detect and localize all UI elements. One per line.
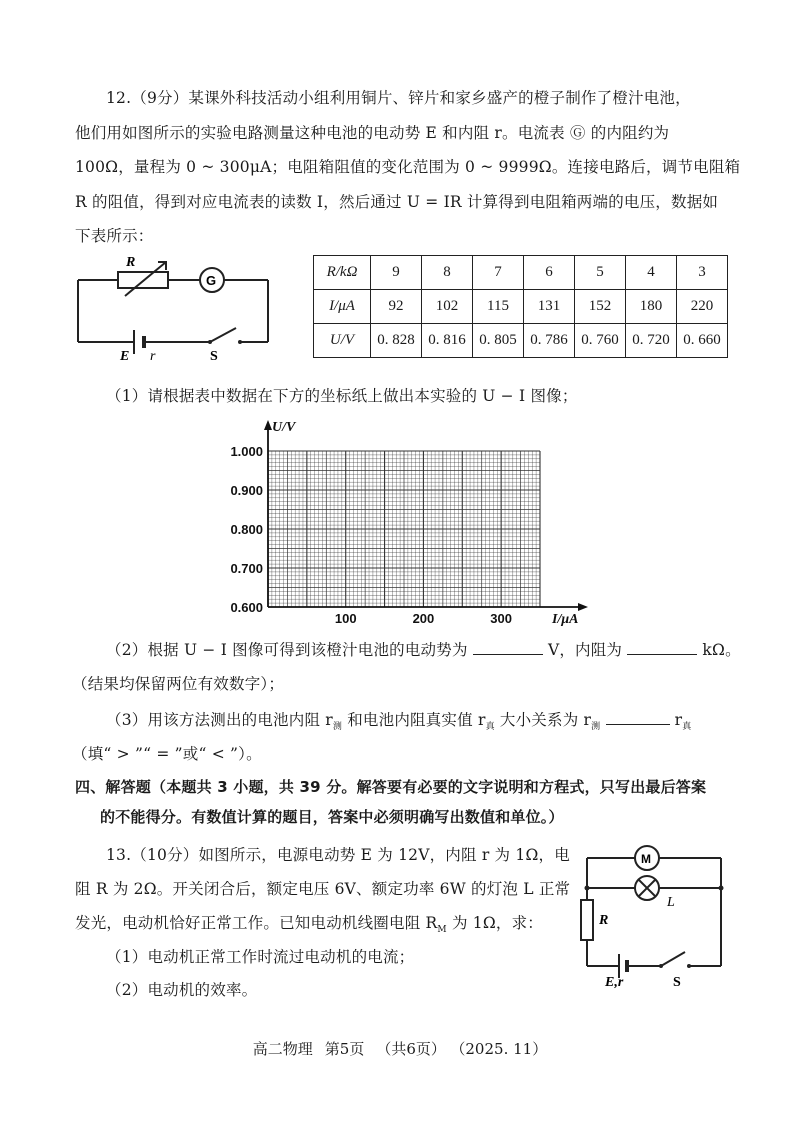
footer-total: （共6页） bbox=[376, 1040, 446, 1058]
table-cell: 0. 660 bbox=[677, 324, 728, 358]
footer-page: 第5页 bbox=[324, 1040, 365, 1058]
page-footer bbox=[0, 1038, 800, 1059]
q12-sub2 bbox=[106, 638, 741, 660]
q12-line-2: 他们用如图所示的实验电路测量这种电池的电动势 E 和内阻 r。电流表 Ⓖ 的内阻约为 bbox=[75, 124, 670, 142]
q12-sub2-text-c: kΩ。 bbox=[702, 641, 741, 659]
section4-heading-line1: 四、解答题（本题共 3 小题，共 39 分。解答要有必要的文字说明和方程式，只写出最后答案 bbox=[75, 778, 707, 796]
q12-data-table bbox=[313, 255, 728, 358]
q13-circuit-label-r: R bbox=[599, 913, 609, 928]
q13-line-3 bbox=[75, 911, 543, 935]
section4-heading-line2: 的不能得分。有数值计算的题目，答案中必须明确写出数值和单位。） bbox=[100, 808, 564, 826]
q12-sub3-text-b: 和电池内阻真实值 r bbox=[342, 711, 486, 729]
footer-subject: 高二物理 bbox=[252, 1040, 313, 1058]
y-tick-label: 1.000 bbox=[230, 444, 263, 459]
y-axis-arrow bbox=[264, 420, 272, 430]
table-cell: 9 bbox=[371, 256, 422, 290]
q13-circuit-label-er: E,r bbox=[605, 975, 624, 990]
table-row bbox=[314, 256, 728, 290]
emf-answer-blank[interactable] bbox=[473, 640, 543, 655]
q13-line-2: 阻 R 为 2Ω。开关闭合后，额定电压 6V、额定功率 6W 的灯泡 L 正常 bbox=[75, 880, 571, 898]
q13-line-3-text: 发光，电动机恰好正常工作。已知电动机线圈电阻 R bbox=[75, 914, 438, 932]
table-row-label: I/μA bbox=[314, 290, 371, 324]
table-cell: 180 bbox=[626, 290, 677, 324]
u-i-graph-paper bbox=[200, 415, 600, 630]
q12-line-1: 12.（9分）某课外科技活动小组利用铜片、锌片和家乡盛产的橙子制作了橙汁电池， bbox=[106, 89, 691, 107]
table-cell: 152 bbox=[575, 290, 626, 324]
q12-sub3 bbox=[106, 708, 691, 732]
table-cell: 115 bbox=[473, 290, 524, 324]
x-tick-label: 100 bbox=[334, 611, 357, 626]
y-tick-label: 0.900 bbox=[230, 483, 263, 498]
table-cell: 92 bbox=[371, 290, 422, 324]
q12-circuit-label-r: R bbox=[126, 255, 136, 270]
table-cell: 0. 828 bbox=[371, 324, 422, 358]
footer-date: （2025. 11） bbox=[457, 1040, 548, 1058]
q12-sub1: （1）请根据表中数据在下方的坐标纸上做出本实验的 U − I 图像； bbox=[106, 387, 578, 405]
table-cell: 6 bbox=[524, 256, 575, 290]
y-tick-label: 0.600 bbox=[230, 600, 263, 615]
comparison-answer-blank[interactable] bbox=[606, 710, 670, 725]
q12-circuit-diagram bbox=[70, 250, 280, 365]
q13-sub2: （2）电动机的效率。 bbox=[106, 981, 258, 999]
q12-sub3-subscript-2: 真 bbox=[485, 722, 495, 733]
q12-line-5: 下表所示： bbox=[75, 227, 154, 245]
q12-sub3-text-d: r bbox=[674, 711, 683, 729]
table-cell: 7 bbox=[473, 256, 524, 290]
x-axis-arrow bbox=[578, 603, 588, 611]
resistance-answer-blank[interactable] bbox=[627, 640, 697, 655]
x-axis-label: I/μA bbox=[552, 612, 579, 627]
q12-line-4: R 的阻值，得到对应电流表的读数 I，然后通过 U = IR 计算得到电阻箱两端的电压，数据如 bbox=[75, 193, 719, 211]
q12-circuit-label-e: E bbox=[120, 349, 130, 364]
table-row bbox=[314, 324, 728, 358]
q12-sub3-text-c: 大小关系为 r bbox=[494, 711, 592, 729]
q12-sub3-note: （填“ > ”“ = ”或“ < ”）。 bbox=[72, 745, 262, 763]
table-row-label: U/V bbox=[314, 324, 371, 358]
q12-sub3-subscript-1: 测 bbox=[332, 722, 343, 733]
table-row bbox=[314, 290, 728, 324]
q12-circuit-label-s: S bbox=[210, 349, 218, 364]
q12-circuit-label-g: G bbox=[206, 273, 217, 288]
table-cell: 3 bbox=[677, 256, 728, 290]
table-cell: 102 bbox=[422, 290, 473, 324]
x-tick-label: 200 bbox=[412, 611, 435, 626]
q13-line-3-end: 为 1Ω，求： bbox=[446, 914, 543, 932]
q12-circuit-label-r-internal: r bbox=[150, 349, 156, 364]
table-cell: 220 bbox=[677, 290, 728, 324]
q12-sub3-subscript-4: 真 bbox=[682, 722, 692, 733]
q12-sub2-text-b: V，内阻为 bbox=[547, 641, 623, 659]
table-cell: 0. 786 bbox=[524, 324, 575, 358]
table-row-label: R/kΩ bbox=[314, 256, 371, 290]
table-cell: 0. 760 bbox=[575, 324, 626, 358]
q12-sub3-subscript-3: 测 bbox=[591, 722, 601, 733]
q13-circuit-diagram bbox=[575, 840, 735, 990]
q13-circuit-label-s: S bbox=[673, 975, 681, 990]
table-cell: 5 bbox=[575, 256, 626, 290]
table-cell: 0. 720 bbox=[626, 324, 677, 358]
table-cell: 8 bbox=[422, 256, 473, 290]
y-axis-label: U/V bbox=[272, 420, 296, 435]
q12-sub2-text-a: （2）根据 U − I 图像可得到该橙汁电池的电动势为 bbox=[106, 641, 468, 659]
table-cell: 0. 816 bbox=[422, 324, 473, 358]
q13-circuit-label-m: M bbox=[641, 852, 651, 866]
y-tick-label: 0.700 bbox=[230, 561, 263, 576]
q13-sub1: （1）电动机正常工作时流过电动机的电流； bbox=[106, 948, 415, 966]
q13-line-1: 13.（10分）如图所示，电源电动势 E 为 12V，内阻 r 为 1Ω，电 bbox=[106, 846, 570, 864]
q12-sub3-text-a: （3）用该方法测出的电池内阻 r bbox=[106, 711, 333, 729]
q13-circuit-label-l: L bbox=[667, 895, 675, 910]
table-cell: 131 bbox=[524, 290, 575, 324]
x-tick-label: 300 bbox=[490, 611, 512, 626]
table-cell: 4 bbox=[626, 256, 677, 290]
q12-line-3: 100Ω，量程为 0 ~ 300μA；电阻箱阻值的变化范围为 0 ~ 9999Ω。连接电路后，调节电阻箱 bbox=[75, 158, 741, 176]
y-tick-label: 0.800 bbox=[230, 522, 263, 537]
q13-line-3-subscript: M bbox=[437, 925, 447, 936]
q12-sub2-note: （结果均保留两位有效数字）； bbox=[72, 675, 285, 693]
table-cell: 0. 805 bbox=[473, 324, 524, 358]
